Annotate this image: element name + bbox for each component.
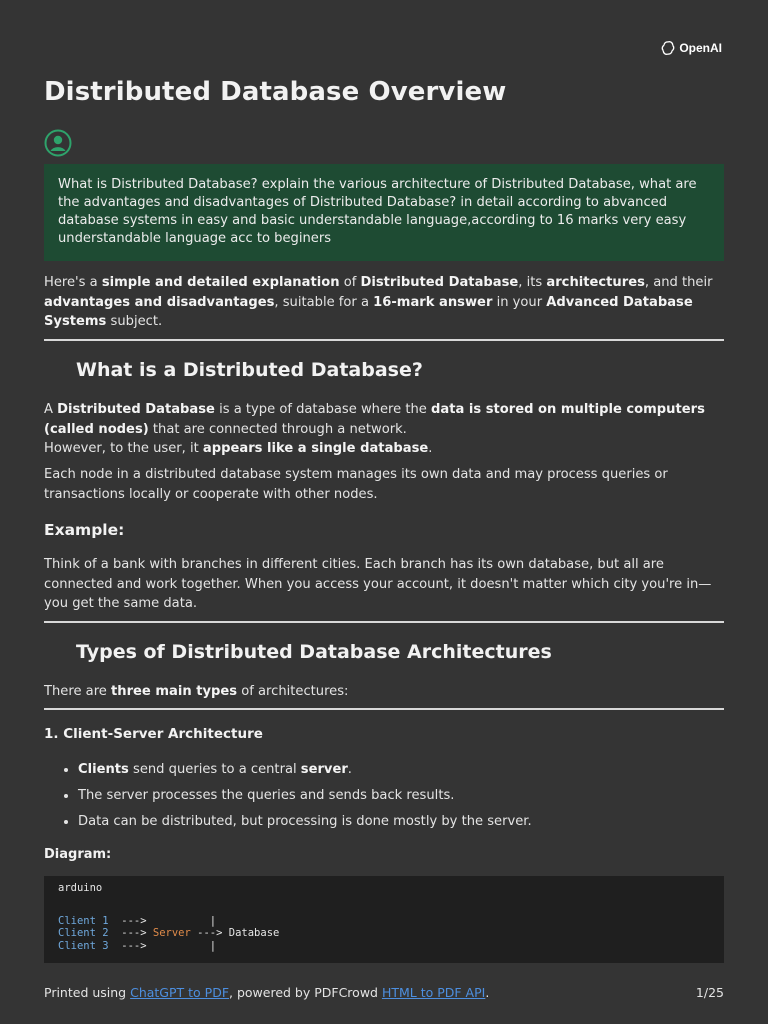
- brand-name: OpenAI: [679, 41, 722, 55]
- section-heading-what-is: What is a Distributed Database?: [76, 359, 423, 381]
- intro-paragraph: Here's a simple and detailed explanation of Distributed Database, its architectures, and their advantages and disadvantages, suitable for a 16-mark answer in your Advanced Database Systems subject.: [44, 275, 713, 329]
- user-avatar-icon: [44, 129, 72, 157]
- divider: [44, 708, 724, 710]
- list-item: • Data can be distributed, but processing is done mostly by the server.: [78, 812, 724, 831]
- divider: [44, 339, 724, 341]
- divider: [44, 621, 724, 623]
- code-block: [44, 876, 724, 963]
- html-to-pdf-api-link[interactable]: HTML to PDF API: [381, 985, 486, 1000]
- page-title: Distributed Database Overview: [44, 77, 507, 107]
- example-paragraph: Think of a bank with branches in different cities. Each branch has its own database, but all are connected and work together. When you access your account, it doesn't matter which city you're in—you get the same data.: [44, 557, 712, 611]
- client-server-heading: 1. Client-Server Architecture: [44, 726, 263, 742]
- page-number: 1/25: [695, 985, 724, 1000]
- code-language-label: arduino: [58, 882, 103, 894]
- node-paragraph: Each node in a distributed database system manages its own data and may process queries or transactions locally or cooperate with other nodes.: [44, 467, 668, 502]
- diagram-label: Diagram:: [44, 847, 112, 862]
- page-footer: [44, 985, 724, 1000]
- example-heading: Example:: [44, 521, 125, 539]
- architectures-intro: There are three main types of architectures:: [44, 684, 349, 699]
- list-item: • The server processes the queries and sends back results.: [78, 786, 724, 805]
- definition-paragraph: A Distributed Database is a type of database where the data is stored on multiple computers (called nodes) that are connected through a network. However, to the user, it appears like a single database.: [44, 402, 705, 456]
- code-content: Client 1 ---> | Client 2 ---> Server ---> Database Client 3 ---> |: [58, 914, 280, 952]
- client-server-bullets: [44, 760, 724, 838]
- user-prompt: What is Distributed Database? explain the various architecture of Distributed Database, what are the advantages and disadvantages of Distributed Database? in detail according to abvanced database systems in easy and basic understandable language,according to 16 marks very easy understandable language acc to beginers: [44, 164, 724, 261]
- chatgpt-to-pdf-link[interactable]: ChatGPT to PDF: [130, 985, 230, 1000]
- section-heading-architectures: Types of Distributed Database Architectures: [76, 641, 552, 663]
- list-item: • Clients send queries to a central server.: [78, 760, 724, 779]
- openai-logo-icon: [660, 40, 676, 56]
- footer-credit: Printed using ChatGPT to PDF, powered by PDFCrowd HTML to PDF API.: [44, 985, 490, 1000]
- openai-brand: [660, 40, 722, 56]
